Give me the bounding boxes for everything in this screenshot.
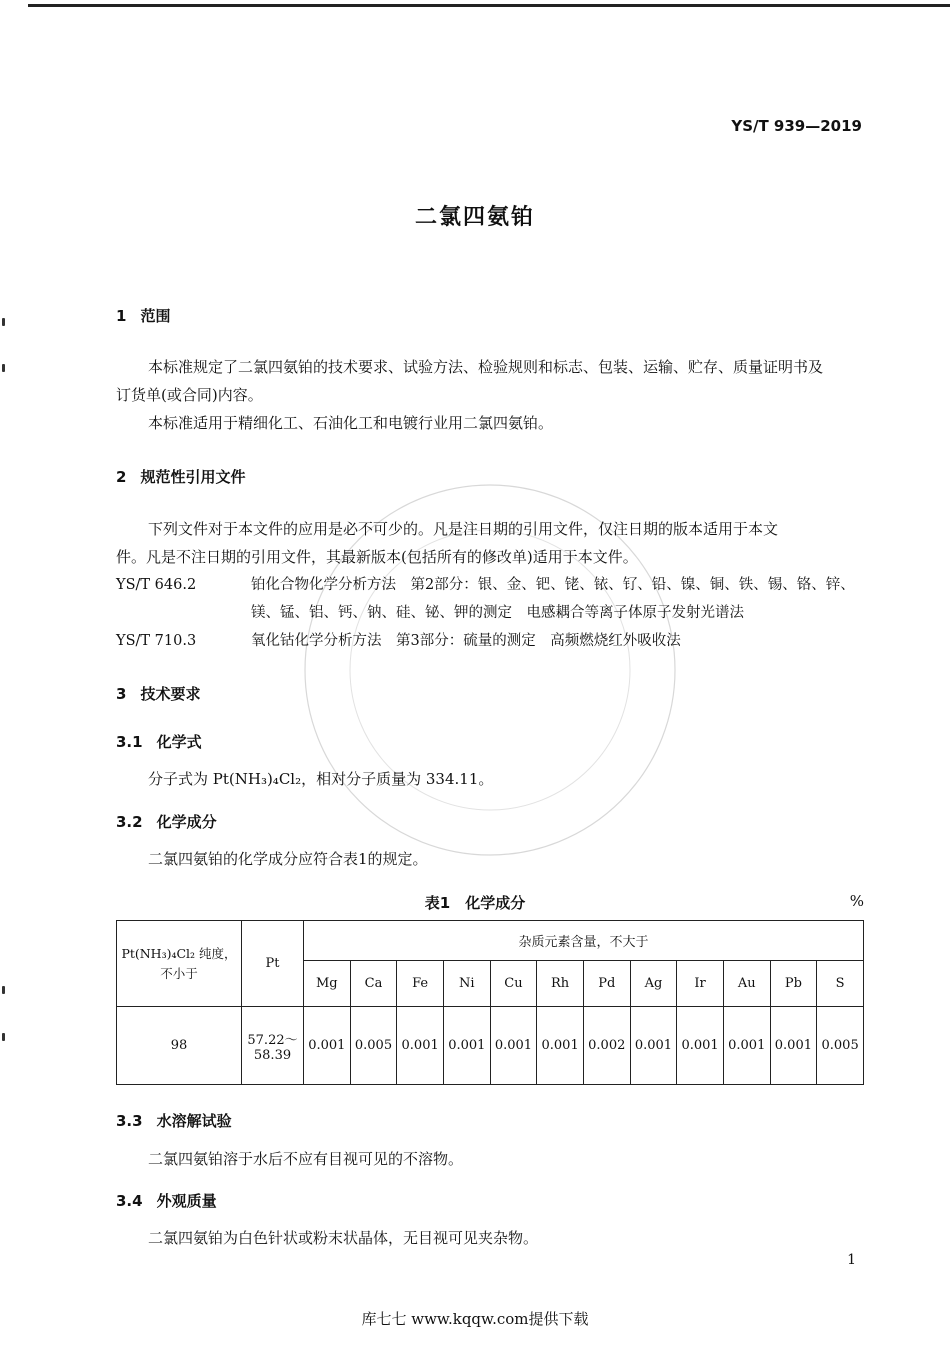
section-title: 外观质量 <box>156 1192 217 1210</box>
pt-header: Pt <box>242 921 304 1007</box>
section-3-1-heading <box>116 731 202 752</box>
paragraph: 二氯四氨铂溶于水后不应有目视可见的不溶物。 <box>148 1150 464 1168</box>
section-number: 3.4 <box>116 1192 143 1210</box>
paragraph: 下列文件对于本文件的应用是必不可少的。凡是注日期的引用文件，仅注日期的版本适用于本文 <box>148 520 779 538</box>
section-title: 技术要求 <box>140 685 201 703</box>
element-header: Cu <box>490 961 537 1007</box>
element-header: S <box>817 961 864 1007</box>
element-header: Pb <box>770 961 817 1007</box>
section-2-heading <box>116 466 245 487</box>
pt-range-low: 57.22～ <box>247 1032 298 1048</box>
reference-title: 铂化合物化学分析方法 第2部分：银、金、钯、铑、铱、钌、铅、镍、铜、铁、锡、铬、锌、 <box>251 577 855 593</box>
reference-title: 氧化钴化学分析方法 第3部分：硫量的测定 高频燃烧红外吸收法 <box>251 633 681 649</box>
value-cell: 0.001 <box>443 1007 490 1085</box>
section-number: 3.2 <box>116 813 143 831</box>
table-row <box>117 1007 864 1085</box>
paragraph: 二氯四氨铂为白色针状或粉末状晶体，无目视可见夹杂物。 <box>148 1229 539 1247</box>
section-number: 2 <box>116 468 127 486</box>
binding-mark <box>2 986 5 994</box>
section-3-2-heading <box>116 811 217 832</box>
value-cell: 0.001 <box>677 1007 724 1085</box>
element-header: Au <box>723 961 770 1007</box>
value-cell: 0.005 <box>817 1007 864 1085</box>
chemical-composition-table <box>116 920 864 1085</box>
value-cell: 0.005 <box>350 1007 397 1085</box>
binding-mark <box>2 318 5 326</box>
paragraph: 件。凡是不注日期的引用文件，其最新版本(包括所有的修改单)适用于本文件。 <box>116 548 638 566</box>
pt-range-high: 58.39 <box>253 1047 292 1063</box>
section-number: 1 <box>116 307 127 325</box>
element-header: Rh <box>537 961 584 1007</box>
pt-cell <box>242 1007 304 1085</box>
table-unit: % <box>849 892 864 910</box>
top-rule <box>28 4 950 7</box>
binding-mark <box>2 364 5 372</box>
section-3-4-heading <box>116 1190 217 1211</box>
table-caption: 表1 化学成分 <box>424 894 526 912</box>
section-title: 规范性引用文件 <box>140 468 246 486</box>
element-header: Fe <box>397 961 444 1007</box>
section-number: 3.3 <box>116 1112 143 1130</box>
value-cell: 0.001 <box>490 1007 537 1085</box>
element-header: Ca <box>350 961 397 1007</box>
reference-code: YS/T 646.2 <box>116 577 197 593</box>
section-1-heading <box>116 305 170 326</box>
purity-cell: 98 <box>117 1007 242 1085</box>
element-header: Ni <box>443 961 490 1007</box>
document-title: 二氯四氨铂 <box>414 205 535 230</box>
section-title: 化学式 <box>156 733 202 751</box>
download-footer: 库七七 www.kqqw.com提供下载 <box>361 1310 589 1328</box>
paragraph: 二氯四氨铂的化学成分应符合表1的规定。 <box>148 850 428 868</box>
paragraph: 本标准适用于精细化工、石油化工和电镀行业用二氯四氨铂。 <box>148 414 554 432</box>
section-title: 化学成分 <box>156 813 217 831</box>
value-cell: 0.001 <box>537 1007 584 1085</box>
purity-header: Pt(NH₃)₄Cl₂ 纯度，不小于 <box>117 921 242 1007</box>
reference-item <box>116 571 855 599</box>
binding-mark <box>2 1033 5 1041</box>
page-number: 1 <box>847 1252 856 1268</box>
reference-code: YS/T 710.3 <box>116 633 197 649</box>
section-3-3-heading <box>116 1110 232 1131</box>
value-cell: 0.001 <box>723 1007 770 1085</box>
element-header: Ag <box>630 961 677 1007</box>
section-number: 3.1 <box>116 733 143 751</box>
section-3-heading <box>116 683 200 704</box>
section-title: 水溶解试验 <box>156 1112 232 1130</box>
paragraph: 本标准规定了二氯四氨铂的技术要求、试验方法、检验规则和标志、包装、运输、贮存、质量证明书及 <box>148 358 824 376</box>
paragraph: 订货单(或合同)内容。 <box>116 386 263 404</box>
reference-title-cont: 镁、锰、铝、钙、钠、硅、铋、钾的测定 电感耦合等离子体原子发射光谱法 <box>251 605 744 621</box>
value-cell: 0.001 <box>304 1007 351 1085</box>
element-header: Pd <box>583 961 630 1007</box>
section-number: 3 <box>116 685 127 703</box>
standard-code: YS/T 939—2019 <box>731 117 862 135</box>
reference-item <box>116 627 681 655</box>
value-cell: 0.002 <box>583 1007 630 1085</box>
value-cell: 0.001 <box>770 1007 817 1085</box>
element-header: Mg <box>304 961 351 1007</box>
formula-paragraph: 分子式为 Pt(NH₃)₄Cl₂，相对分子质量为 334.11。 <box>148 770 494 788</box>
element-header: Ir <box>677 961 724 1007</box>
value-cell: 0.001 <box>630 1007 677 1085</box>
impurity-header: 杂质元素含量，不大于 <box>304 921 864 961</box>
value-cell: 0.001 <box>397 1007 444 1085</box>
section-title: 范围 <box>140 307 171 325</box>
